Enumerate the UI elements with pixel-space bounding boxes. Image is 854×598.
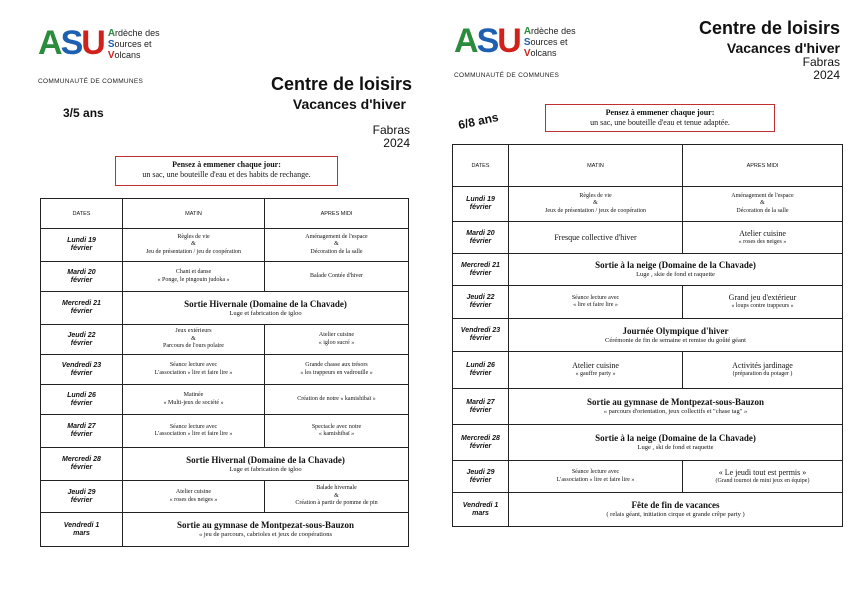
date-cell [41, 385, 123, 415]
text-line: Atelier cuisine [739, 228, 786, 238]
text-line: Lundi 19 [67, 237, 96, 244]
text-line: & [334, 241, 339, 248]
text-line: Grand jeu d'extérieur [728, 293, 797, 303]
text-line: Cérémonie de fin de semaine et remise du goûté géant [605, 336, 746, 344]
text-line: Atelier cuisine [175, 489, 212, 495]
text-line: février [70, 399, 93, 407]
activity-cell [683, 461, 843, 493]
reminder-notice [115, 156, 338, 186]
text-line: Lundi 26 [67, 391, 96, 399]
page-title: Centre de loisirs [270, 74, 412, 94]
text-line: rdèche des [531, 26, 576, 36]
text-line: Lundi 26 [466, 362, 495, 369]
text-line: Atelier cuisine [318, 332, 355, 338]
activity-cell [509, 352, 683, 389]
table-row [453, 425, 843, 461]
text-line: Chant et danse [175, 269, 212, 275]
text-line: Jeu de présentation / jeu de coopération [146, 248, 241, 255]
text-line: Balade Contée d'hiver [309, 272, 364, 279]
text-line: Séance lecture avec [571, 294, 620, 301]
text-line: Jeux de présentation / jeux de coopération [545, 207, 646, 214]
text-line: Séance lecture avec [169, 362, 218, 368]
activity-cell [509, 187, 683, 222]
text-line: Décoration de la salle [736, 207, 789, 214]
text-line: « gauffre party » [575, 371, 616, 378]
activity-cell [683, 352, 843, 389]
table-row [41, 325, 409, 355]
text-line: Sortie Hivernale (Domaine de la Chavade) [184, 298, 347, 309]
date-cell [453, 254, 509, 286]
text-line: Vendredi 1 [63, 521, 100, 529]
activity-cell [123, 292, 409, 325]
header-afternoon: APRES MIDI [683, 145, 843, 187]
text-line: Luge , ski de fond et raquette [637, 444, 714, 451]
date-cell [41, 513, 123, 547]
text-line: & [191, 241, 196, 248]
text-line: un sac, une bouteille d'eau et tenue adaptée. [590, 118, 730, 127]
text-line: « Ponge, le pingouin judoka » [157, 276, 230, 283]
community-label: COMMUNAUTÉ DE COMMUNES [454, 72, 560, 79]
page-subtitle: Vacances d'hiver [726, 40, 840, 56]
text-line: Fabras [372, 123, 410, 137]
activity-cell [123, 229, 265, 262]
text-line: Aménagement de l'espace [305, 233, 368, 240]
text-line: Balade hivernale [316, 485, 357, 492]
text-line: février [70, 308, 93, 315]
date-cell [453, 493, 509, 527]
text-line: Fête de fin de vacances [631, 500, 720, 510]
asv-logo: ASU Ardèche des Sources et Volcans [38, 24, 160, 62]
header-dates: DATES [453, 145, 509, 187]
date-cell [41, 448, 123, 481]
activity-cell [509, 493, 843, 527]
table-row [41, 292, 409, 325]
text-line: « parcours d'orientation, jeux collectifs et "chase tag" » [603, 408, 748, 415]
date-cell [41, 415, 123, 448]
activity-cell [683, 222, 843, 254]
text-line: Mardi 20 [67, 268, 96, 276]
text-line: mars [472, 509, 489, 517]
text-line: Lundi 19 [466, 196, 495, 203]
location [803, 56, 840, 82]
text-line: Sortie au gymnase de Montpezat-sous-Bauzon [587, 397, 764, 407]
header-afternoon: APRES MIDI [265, 199, 409, 229]
text-line: & [191, 335, 196, 342]
activity-cell [123, 355, 265, 385]
text-line: Luge et fabrication de igloo [229, 465, 302, 473]
text-line: février [469, 237, 492, 245]
text-line: février [70, 496, 93, 504]
text-line: Séance lecture avec [169, 423, 218, 430]
text-line: « loups contre trappeurs » [731, 303, 794, 310]
text-line: Décoration de la salle [310, 248, 363, 255]
activity-cell [123, 513, 409, 547]
text-line: février [469, 476, 492, 484]
table-row [453, 222, 843, 254]
activity-cell [123, 448, 409, 481]
flyer-3-5 [30, 22, 412, 567]
text-line: « roses des neiges » [169, 496, 218, 503]
text-line: « les trappeurs en vadrouille » [300, 369, 373, 376]
text-line: Sortie Hivernal (Domaine de la Chavade) [186, 454, 345, 465]
text-line: A [454, 22, 477, 60]
text-line: (Grand tournoi de mini jeux en équipe) [715, 477, 810, 484]
text-line: Jeudi 29 [466, 468, 495, 476]
activity-cell [683, 187, 843, 222]
asv-logo: ASU Ardèche des Sources et Volcans [454, 22, 576, 60]
text-line: Sortie à la neige (Domaine de la Chavade) [595, 433, 756, 443]
text-line: Fresque collective d'hiver [554, 232, 637, 242]
date-cell [41, 292, 123, 325]
text-line: Pensez à emmener chaque jour: [605, 108, 715, 117]
text-line: février [70, 245, 93, 252]
text-line: février [469, 269, 492, 277]
text-line: & [334, 492, 339, 499]
date-cell [453, 389, 509, 425]
text-line: Spectacle avec notre [311, 423, 362, 430]
text-line: 2024 [813, 68, 840, 82]
text-line: Règles de vie [579, 192, 612, 199]
text-line: S [60, 24, 82, 62]
header-dates: DATES [41, 199, 123, 229]
text-line: Jeudi 22 [466, 294, 495, 301]
activity-cell [123, 481, 265, 513]
activity-cell [265, 355, 409, 385]
text-line: février [70, 339, 93, 347]
text-line: Mercredi 28 [461, 434, 500, 442]
table-row [453, 319, 843, 352]
date-cell [453, 319, 509, 352]
activity-cell [509, 254, 843, 286]
age-group: 3/5 ans [63, 106, 104, 120]
text-line: olcans [114, 50, 141, 60]
table-row [453, 389, 843, 425]
text-line: Règles de vie [177, 233, 210, 240]
text-line: rdèche des [115, 28, 160, 38]
text-line: Vendredi 23 [460, 327, 501, 334]
flyer-6-8 [446, 14, 846, 539]
text-line: février [70, 369, 93, 377]
text-line: février [469, 370, 492, 377]
date-cell [453, 425, 509, 461]
text-line: « Multi-jeux de société » [163, 399, 224, 406]
text-line: février [70, 464, 93, 471]
table-row [41, 385, 409, 415]
text-line: olcans [530, 48, 557, 58]
text-line: février [469, 204, 492, 211]
text-line: « Le jeudi tout est permis » [718, 467, 807, 477]
schedule-table [40, 198, 409, 547]
text-line: Luge et fabrication de igloo [229, 309, 302, 317]
text-line: A [38, 24, 61, 62]
text-line: Création à partir de pomme de pin [295, 500, 378, 507]
activity-cell [265, 325, 409, 355]
table-row [41, 415, 409, 448]
activity-cell [265, 415, 409, 448]
text-line: S [476, 22, 498, 60]
text-line: (préparation du potager ) [732, 371, 793, 378]
text-line: « igloo sucré » [318, 339, 355, 346]
text-line: Sortie au gymnase de Montpezat-sous-Bauzon [177, 520, 354, 530]
date-cell [453, 222, 509, 254]
text-line: Mercredi 21 [62, 300, 101, 307]
activity-cell [123, 385, 265, 415]
text-line: un sac, une bouteille d'eau et des habits de rechange. [142, 170, 311, 179]
header-morning: MATIN [123, 199, 265, 229]
text-line: Mardi 27 [67, 423, 96, 430]
text-line: Luge , skie de fond et raquette [636, 271, 715, 278]
activity-cell [509, 286, 683, 319]
text-line: « kamishibaï » [318, 431, 355, 437]
date-cell [41, 355, 123, 385]
text-line: Jeux extérieurs [175, 328, 212, 335]
text-line: Mercredi 21 [461, 261, 500, 269]
text-line: L'association « lire et faire lire » [556, 476, 635, 483]
text-line: Vendredi 23 [61, 361, 102, 369]
text-line: Fabras [802, 55, 840, 69]
text-line: ources et [114, 39, 152, 49]
date-cell [41, 229, 123, 262]
text-line: L'association « lire et faire lire » [154, 369, 233, 376]
text-line: Journée Olympique d'hiver [622, 325, 729, 336]
header-morning: MATIN [509, 145, 683, 187]
activity-cell [509, 461, 683, 493]
text-line: février [469, 302, 492, 309]
text-line: Aménagement de l'espace [731, 192, 794, 199]
table-row [453, 352, 843, 389]
date-cell [41, 481, 123, 513]
date-cell [41, 325, 123, 355]
table-row [453, 286, 843, 319]
activity-cell [123, 325, 265, 355]
text-line: Atelier cuisine [572, 361, 619, 371]
table-row [41, 229, 409, 262]
table-row [453, 187, 843, 222]
text-line: Mardi 20 [466, 229, 495, 237]
location [373, 124, 410, 150]
text-line: Activités jardinage [732, 361, 793, 371]
table-row [41, 448, 409, 481]
text-line: « roses des neiges » [738, 238, 787, 245]
text-line: U [497, 22, 520, 60]
text-line: Parcours de l'ours polaire [163, 343, 224, 350]
table-row [41, 262, 409, 292]
table-row [41, 513, 409, 547]
text-line: & [760, 200, 765, 207]
activity-cell [509, 319, 843, 352]
activity-cell [509, 425, 843, 461]
text-line: ources et [530, 37, 568, 47]
text-line: février [70, 276, 93, 284]
text-line: Jeudi 22 [67, 331, 96, 339]
activity-cell [509, 389, 843, 425]
text-line: février [469, 442, 492, 450]
schedule-table [452, 144, 843, 527]
text-line: Mercredi 28 [62, 456, 101, 463]
text-line: Pensez à emmener chaque jour: [172, 160, 281, 169]
activity-cell [123, 415, 265, 448]
text-line: Création de notre « kamishibaï » [297, 395, 376, 402]
text-line: Jeudi 29 [67, 488, 96, 496]
table-row [453, 493, 843, 527]
community-label: COMMUNAUTÉ DE COMMUNES [38, 78, 144, 85]
activity-cell [265, 262, 409, 292]
activity-cell [509, 222, 683, 254]
text-line: L'association « lire et faire lire » [154, 431, 233, 437]
date-cell [453, 352, 509, 389]
page-title: Centre de loisirs [698, 18, 840, 38]
text-line: Matinée [183, 392, 204, 398]
activity-cell [123, 262, 265, 292]
text-line: 2024 [383, 136, 410, 150]
text-line: mars [73, 529, 90, 537]
text-line: février [469, 335, 492, 342]
date-cell [453, 286, 509, 319]
text-line: Vendredi 1 [462, 501, 499, 509]
activity-cell [683, 286, 843, 319]
table-row [453, 254, 843, 286]
text-line: « jeu de parcours, cabrioles et jeux de coopérations [198, 531, 333, 538]
table-row [41, 481, 409, 513]
text-line: février [70, 431, 93, 438]
text-line: Grande chasse aux trésors [305, 362, 368, 368]
text-line: février [469, 406, 492, 414]
activity-cell [265, 385, 409, 415]
text-line: « lire et faire lire » [573, 302, 618, 308]
age-group: 6/8 ans [456, 109, 500, 133]
text-line: Mardi 27 [466, 398, 495, 406]
text-line: Sortie à la neige (Domaine de la Chavade) [595, 260, 756, 270]
activity-cell [265, 229, 409, 262]
reminder-notice [545, 104, 775, 132]
page-subtitle: Vacances d'hiver [292, 96, 406, 112]
text-line: ( relais géant, initiation cirque et grande crêpe party ) [606, 511, 745, 518]
activity-cell [265, 481, 409, 513]
date-cell [453, 461, 509, 493]
date-cell [41, 262, 123, 292]
table-row [41, 355, 409, 385]
text-line: U [81, 24, 104, 62]
date-cell [453, 187, 509, 222]
text-line: & [593, 200, 598, 207]
text-line: Séance lecture avec [571, 469, 620, 475]
table-row [453, 461, 843, 493]
